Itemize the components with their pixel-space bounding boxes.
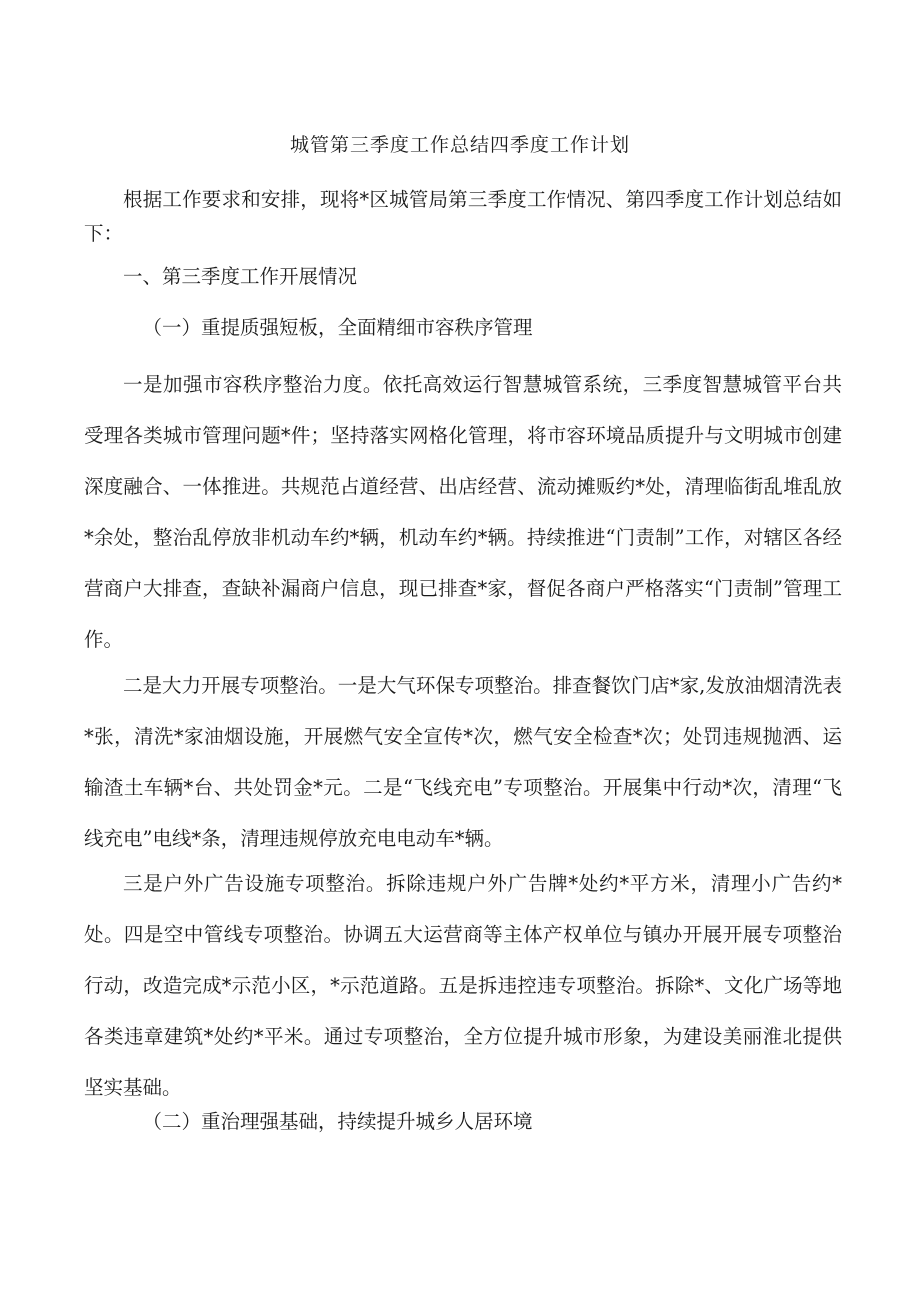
document-title: 城管第三季度工作总结四季度工作计划 [289, 134, 630, 156]
intro-paragraph: 根据工作要求和安排，现将*区城管局第三季度工作情况、第四季度工作计划总结如下： [84, 188, 842, 245]
body-paragraph-1: 一是加强市容秩序整治力度。依托高效运行智慧城管系统，三季度智慧城管平台共受理各类城市管理问题*件；坚持落实网格化管理，将市容环境品质提升与文明城市创建深度融合、一体推进。共规范占道经营、出店经营、流动摊贩约*处，清理临街乱堆乱放*余处，整治乱停放非机动车约*辆，机动车约*辆。持续推进“门责制”工作，对辖区各经营商户大排查，查缺补漏商户信息，现已排查*家，督促各商户严格落实“门责制”管理工作。 [84, 373, 842, 651]
body-paragraph-2: 二是大力开展专项整治。一是大气环保专项整治。排查餐饮门店*家,发放油烟清洗表*张，清洗*家油烟设施，开展燃气安全宣传*次，燃气安全检查*次；处罚违规抛洒、运输渣土车辆*台、共处罚金*元。二是“飞线充电”专项整治。开展集中行动*次，清理“飞线充电”电线*条，清理违规停放充电电动车*辆。 [84, 674, 842, 850]
body-paragraph-3: 三是户外广告设施专项整治。拆除违规户外广告牌*处约*平方米，清理小广告约*处。四是空中管线专项整治。协调五大运营商等主体产权单位与镇办开展开展专项整治行动，改造完成*示范小区，*示范道路。五是拆违控违专项整治。拆除*、文化广场等地各类违章建筑*处约*平米。通过专项整治，全方位提升城市形象，为建设美丽淮北提供坚实基础。 [84, 872, 842, 1099]
section-heading-1: 一、第三季度工作开展情况 [123, 265, 358, 288]
subsection-heading-1: （一）重提质强短板，全面精细市容秩序管理 [142, 316, 533, 339]
subsection-heading-2: （二）重治理强基础，持续提升城乡人居环境 [142, 1110, 533, 1133]
